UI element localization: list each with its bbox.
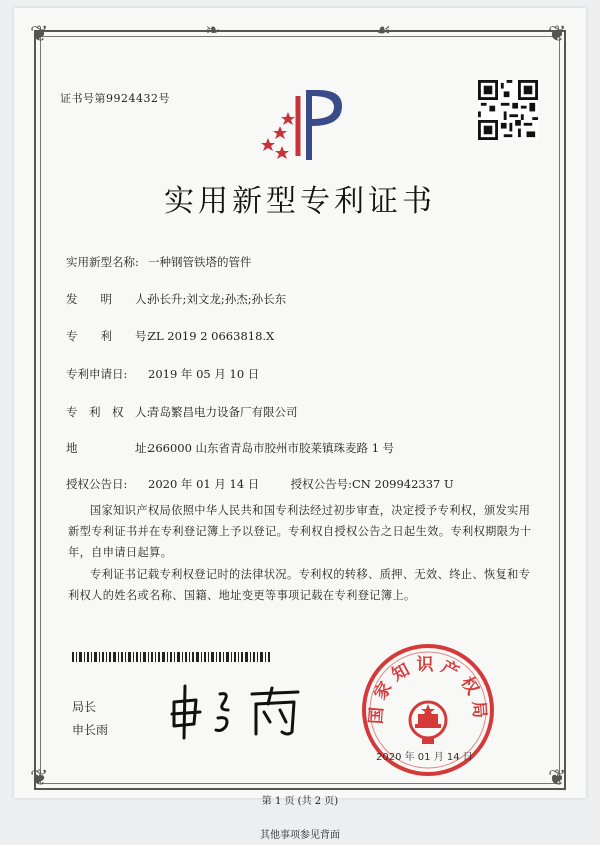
seal-text: 国家知识产权局 [366,655,490,725]
field-value: 266000 山东省青岛市胶州市胶莱镇珠麦路 1 号 [148,441,395,455]
field-inventor [66,291,286,307]
field-value: 2020 年 01 月 14 日 [148,477,260,491]
field-value: 2019 年 05 月 10 日 [148,367,260,381]
field-label: 专 利 权 人: [66,405,151,419]
patent-office-logo-icon [258,86,344,162]
field-value: ZL 2019 2 0663818.X [148,329,275,343]
director-name: 申长雨 [72,723,109,737]
field-address [66,440,394,456]
field-utility-model-name [66,254,252,270]
barcode [72,652,272,662]
seal-date: 2020 年 01 月 14 日 [376,752,473,763]
field-value: CN 209942337 U [352,477,454,491]
footer-note: 其他事项参见背面 [260,830,340,841]
corner-ornament-icon: ❦ [30,22,49,47]
qr-code [478,80,538,140]
director-title: 局长 [72,700,97,714]
director-block [72,698,108,744]
field-label: 授权公告日: [66,477,128,491]
page-number: 第 1 页 (共 2 页) [261,796,339,807]
top-ornament-icon: ❧ [205,20,221,41]
corner-ornament-icon: ❦ [30,766,49,791]
corner-ornament-icon: ❦ [548,766,567,791]
field-label: 发 明 人: [66,292,151,306]
field-label: 专利申请日: [66,367,128,381]
page-title: 实用新型专利证书 [164,184,436,219]
field-label: 地 址: [66,441,151,455]
field-label: 实用新型名称: [66,255,139,269]
field-label: 授权公告号: [290,477,352,491]
field-patent-number [66,328,274,344]
field-value: 青岛繁昌电力设备厂有限公司 [148,405,298,419]
body-paragraph: 国家知识产权局依照中华人民共和国专利法经过初步审查，决定授予专利权，颁发实用新型专利证书并在专利登记簿上予以登记。专利权自授权公告之日起生效。专利权期限为十年，自申请日起算。 [68,504,532,559]
field-filing-date [66,366,259,382]
field-label: 专 利 号: [66,329,151,343]
field-grant-date [66,476,454,492]
national-emblem-icon [410,702,446,744]
field-patentee [66,404,298,420]
certificate-number: 证书号第9924432号 [60,92,170,105]
field-value: 孙长升;刘文龙;孙杰;孙长东 [148,292,287,306]
body-paragraph: 专利证书记载专利权登记时的法律状况。专利权的转移、质押、无效、终止、恢复和专利权人的姓名或名称、国籍、地址变更等事项记载在专利登记簿上。 [68,568,531,602]
director-signature [160,680,310,740]
field-value: 一种钢管铁塔的管件 [148,255,252,269]
corner-ornament-icon: ❦ [548,22,567,47]
top-ornament-icon: ☙ [375,20,392,41]
